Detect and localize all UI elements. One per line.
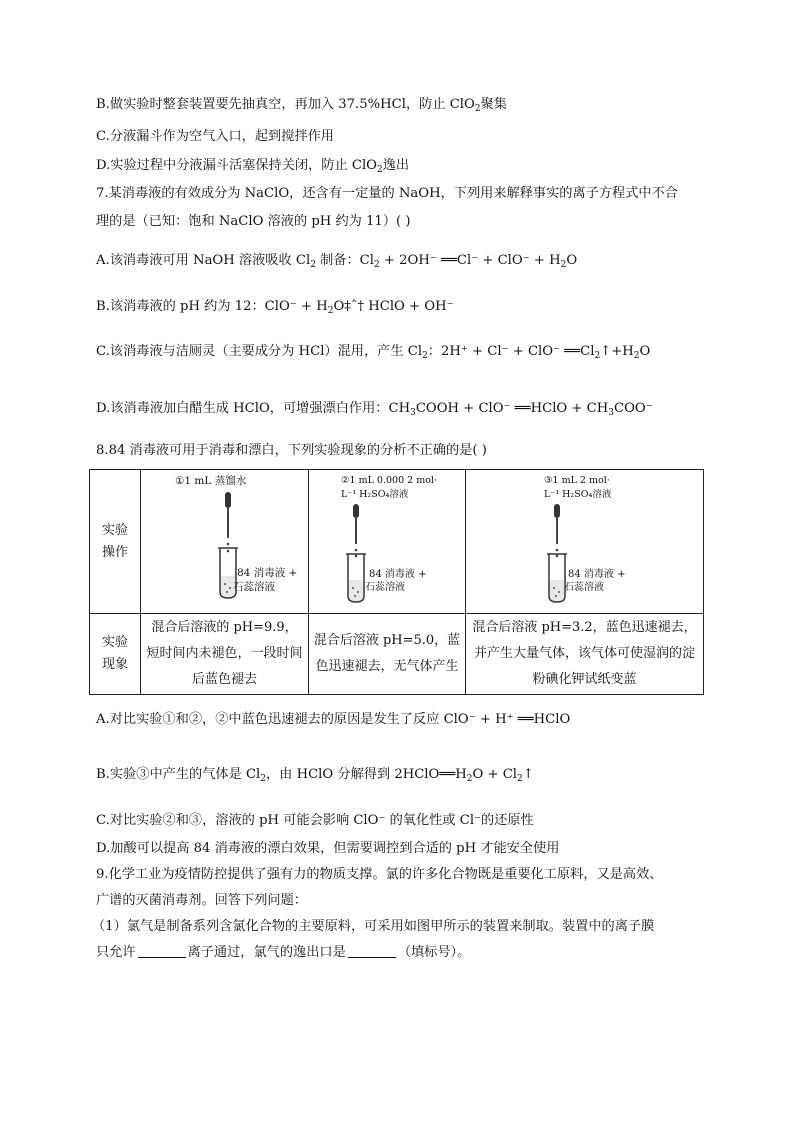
option-8d: D.加酸可以提高 84 消毒液的漂白效果，但需要调控到合适的 pH 才能安全使用 — [96, 841, 560, 856]
question-9-line2: 广谱的灭菌消毒剂。回答下列问题： — [96, 893, 307, 908]
exp2-observation: 混合后溶液 pH=5.0，蓝色迅速褪去，无气体产生 — [309, 614, 466, 695]
exp3-observation: 混合后溶液 pH=3.2，蓝色迅速褪去，并产生大量气体，该气体可使湿润的淀粉碘化钾试纸变蓝 — [466, 614, 704, 695]
option-6b: B.做实验时整套装置要先抽真空，再加入 37.5%HCl，防止 ClO$_2$聚集 — [96, 97, 507, 114]
exp3-reagent-label-1: ③1 mL 2 mol· — [544, 475, 610, 486]
exp3-reagent-label-2: L⁻¹ H₂SO₄溶液 — [544, 489, 612, 500]
option-7a: A.该消毒液可用 NaOH 溶液吸收 $Cl_2$ 制备：$Cl_2 + 2OH^-$ ══Cl⁻ + $ClO^- + H_2O$ — [96, 253, 578, 270]
exp1-operation-cell — [141, 470, 309, 614]
option-6c: C.分液漏斗作为空气入口，起到搅拌作用 — [96, 129, 334, 144]
row-head-observation: 实验现象 — [90, 614, 141, 695]
exp2-tube-label-1: 84 消毒液 + — [369, 569, 427, 580]
option-6d: D.实验过程中分液漏斗活塞保持关闭，防止 ClO$_2$逸出 — [96, 158, 410, 175]
exp3-operation-cell — [466, 470, 704, 614]
exp2-reagent-label-2: L⁻¹ H₂SO₄溶液 — [341, 489, 409, 500]
row-head-operation: 实验操作 — [90, 470, 141, 614]
exp1-tube-label-1: 84 消毒液 + — [237, 567, 298, 579]
exp2-reagent-label-1: ②1 mL 0.000 2 mol· — [341, 475, 437, 486]
question-7-line2: 理的是（已知：饱和 NaClO 溶液的 pH 约为 11）( ) — [96, 214, 411, 229]
option-7b: B.该消毒液的 pH 约为 12：$ClO^- + H_2O\ddagger ˆ\dagger$ HClO + OH⁻ — [96, 299, 454, 316]
question-8: 8.84 消毒液可用于消毒和漂白，下列实验现象的分析不正确的是( ) — [96, 443, 487, 458]
exp2-tube-label-2: 石蕊溶液 — [365, 582, 405, 593]
question-9-part1-line2: 只允许 离子通过，氯气的逸出口是 （填标号）。 — [96, 945, 471, 960]
answer-blank-outlet[interactable] — [348, 944, 396, 958]
exp1-reagent-label: ①1 mL 蒸馏水 — [175, 475, 247, 487]
option-8c: C.对比实验②和③，溶液的 pH 可能会影响 ClO⁻ 的氧化性或 Cl⁻的还原性 — [96, 813, 534, 828]
exp1-observation: 混合后溶液的 pH=9.9，短时间内未褪色，一段时间后蓝色褪去 — [141, 614, 309, 695]
question-9-line1: 9.化学工业为疫情防控提供了强有力的物质支撑。氯的许多化合物既是重要化工原料，又是高效、 — [96, 867, 663, 882]
question-9-part1-line1: （1）氯气是制备系列含氯化合物的主要原料，可采用如图甲所示的装置来制取。装置中的离子膜 — [92, 919, 655, 934]
option-7c: C.该消毒液与洁厕灵（主要成分为 HCl）混用，产生 $Cl_2$：2H⁺ + Cl⁻ + ClO⁻ $══Cl_2↑+H_2O$ — [96, 344, 651, 361]
option-7d: D.该消毒液加白醋生成 HClO，可增强漂白作用：$CH_3COOH + ClO^-$ ══HClO + $CH_3COO^-$ — [96, 401, 653, 418]
answer-blank-ion[interactable] — [138, 944, 186, 958]
exp2-operation-cell — [309, 470, 466, 614]
experiment-table — [89, 469, 704, 695]
exp1-tube-label-2: 石蕊溶液 — [233, 581, 275, 593]
option-8a: A.对比实验①和②，②中蓝色迅速褪去的原因是发生了反应 ClO⁻ + H⁺ ══HClO — [96, 712, 571, 727]
question-7-line1: 7.某消毒液的有效成分为 NaClO，还含有一定量的 NaOH，下列用来解释事实的离子方程式中不合 — [96, 186, 678, 201]
exp3-tube-label-1: 84 消毒液 + — [568, 569, 626, 580]
exp3-tube-label-2: 石蕊溶液 — [564, 582, 604, 593]
option-8b: B.实验③中产生的气体是 $Cl_2$，由 HClO 分解得到 $2HClO══H_2O$ + $Cl_2↑$ — [96, 767, 534, 784]
